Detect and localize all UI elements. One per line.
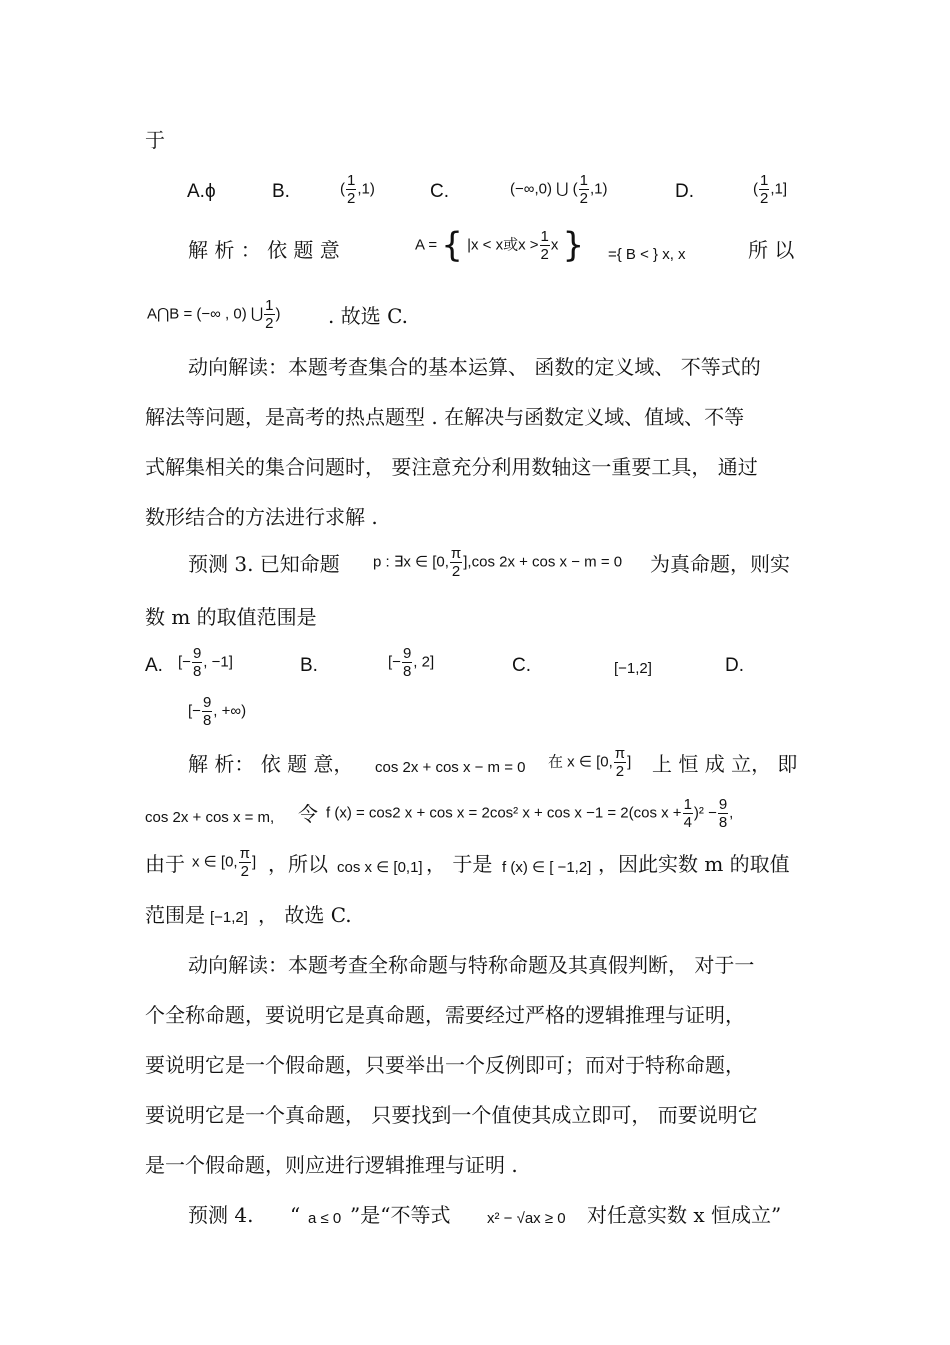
q2-set-b: ={ B < } x, x (608, 246, 686, 263)
q2-tail-text: 于 (145, 128, 165, 152)
q2-option-d-label: D. (675, 181, 694, 202)
fraction-pi-over-two: $\frac{\pi}{2}$ (239, 845, 250, 880)
q2-option-c-label: C. (430, 181, 449, 202)
q3-intro-tail: 为真命题，则实 (650, 552, 790, 576)
q3-sol3-domain: x ∈ [0, $\frac{\pi}{2}$ ] (192, 845, 257, 880)
fraction-pi-over-two: $\frac{\pi}{2}$ (614, 745, 626, 780)
d-post: ,1] (770, 180, 788, 198)
left-brace-icon: { (441, 225, 463, 266)
q3-sol3-a: 由于 (145, 852, 185, 876)
q2-option-b-label: B. (272, 181, 290, 202)
q3-commentary-line: 要说明它是一个假命题，只要举出一个反例即可；而对于特称命题， (145, 1053, 745, 1077)
fraction-nine-eighths: $\frac{9}{8}$ (192, 645, 202, 680)
q3-option-a-label: A. (145, 655, 163, 676)
q4-tail: 对任意实数 x 恒成立” (587, 1203, 782, 1227)
q3-commentary-line: 是一个假命题，则应进行逻辑推理与证明 . (145, 1153, 518, 1177)
q2-set-a: A = { |x < x或x > $\frac{1}{2}$ x } (415, 225, 585, 266)
q3-sol4-c: ， 故选 C. (258, 903, 352, 927)
fraction-one-half: $\frac{1}{2}$ (347, 172, 356, 207)
q4-quote-open: “ (290, 1203, 301, 1227)
q4-condition: a ≤ 0 (308, 1210, 342, 1227)
q2-option-a (187, 180, 216, 204)
q3-sol3-h: ，因此实数 m 的取值 (598, 852, 790, 876)
q3-solution-f: f (x) = cos2 x + cos x = 2cos² x + cos x −1 = 2(cos x + $\frac{1}{4}$ )² − $\frac{9}{8}$ , (326, 796, 734, 831)
b-pre: ( (340, 180, 345, 198)
option-a-value: ϕ (204, 181, 216, 202)
q2-option-d-value (753, 172, 787, 207)
c-post: ,1) (589, 180, 608, 198)
fraction-pi-over-two: $\frac{\pi}{2}$ (450, 545, 462, 580)
c-pre: (−∞,0) ⋃ ( (510, 180, 578, 198)
fraction-one-fourth: $\frac{1}{4}$ (683, 796, 692, 831)
q4-intro: 预测 4. (188, 1203, 254, 1227)
q3-sol4-a: 范围是 (145, 903, 205, 927)
q3-line2: 数 m 的取值范围是 (145, 605, 317, 629)
q2-solution-label: 解 析 ： 依 题 意 (188, 238, 340, 262)
q3-sol3-range: f (x) ∈ [ −1,2] (502, 859, 592, 876)
q3-option-b-label: B. (300, 655, 318, 676)
fraction-nine-eighths: $\frac{9}{8}$ (402, 645, 412, 680)
q2-commentary-line: 数形结合的方法进行求解 . (145, 505, 378, 529)
q2-option-b-value (340, 172, 375, 207)
q3-sol3-f: ， 于是 (426, 852, 493, 876)
d-pre: ( (753, 180, 758, 198)
q3-solution-ling: 令 (298, 802, 318, 826)
q3-solution-domain: 在 x ∈ [0, $\frac{\pi}{2}$ ] (548, 745, 632, 780)
q3-option-d-label: D. (725, 655, 744, 676)
q3-sol3-d: ，所以 (268, 852, 328, 876)
fraction-one-half: $\frac{1}{2}$ (760, 172, 769, 207)
fraction-nine-eighths: $\frac{9}{8}$ (202, 694, 212, 729)
q3-sol4-range: [−1,2] (210, 909, 248, 926)
fraction-one-half: $\frac{1}{2}$ (265, 297, 274, 332)
q3-solution-label: 解 析： 依 题 意， (188, 752, 354, 776)
q3-option-b-value: [− $\frac{9}{8}$ , 2] (388, 645, 435, 680)
q3-commentary-line: 动向解读：本题考查全称命题与特称命题及其真假判断， 对于一 (188, 953, 755, 977)
q3-solution-eq2: cos 2x + cos x = m, (145, 809, 275, 826)
b-post: ,1) (357, 180, 375, 198)
q3-option-d-value: [− $\frac{9}{8}$ , +∞) (188, 694, 247, 729)
fraction-one-half: $\frac{1}{2}$ (540, 228, 549, 263)
q3-proposition: p : ∃x ∈ [0, $\frac{\pi}{2}$ ],cos 2x + cos x − m = 0 (373, 545, 623, 580)
q3-option-a-value: [− $\frac{9}{8}$ , −1] (178, 645, 233, 680)
q3-solution-tail: 上 恒 成 立， 即 (652, 752, 798, 776)
fraction-nine-eighths: $\frac{9}{8}$ (718, 796, 728, 831)
option-a-label: A. (187, 181, 205, 202)
q3-commentary-line: 个全称命题，要说明它是真命题，需要经过严格的逻辑推理与证明， (145, 1003, 745, 1027)
fraction-one-half: $\frac{1}{2}$ (579, 172, 588, 207)
q4-inequality: x² − √ax ≥ 0 (487, 1210, 566, 1227)
right-brace-icon: } (562, 225, 585, 266)
q3-intro: 预测 3. 已知命题 (188, 552, 340, 576)
q4-quote-close: ”是“不等式 (350, 1203, 451, 1227)
q2-intersection: A⋂B = (−∞ , 0) ⋃ $\frac{1}{2}$ ) (147, 297, 281, 332)
q3-sol3-cos-range: cos x ∈ [0,1] (337, 859, 423, 876)
q2-conclusion: . 故选 C. (328, 304, 409, 328)
q3-option-c-label: C. (512, 655, 531, 676)
q3-solution-eq: cos 2x + cos x − m = 0 (375, 759, 526, 776)
q2-commentary-line: 解法等问题，是高考的热点题型 . 在解决与函数定义域、值域、不等 (145, 405, 745, 429)
q3-option-c-value: [−1,2] (614, 660, 652, 677)
q2-commentary-line: 式解集相关的集合问题时， 要注意充分利用数轴这一重要工具， 通过 (145, 455, 758, 479)
q3-commentary-line: 要说明它是一个真命题， 只要找到一个值使其成立即可， 而要说明它 (145, 1103, 758, 1127)
q2-solution-tail: 所 以 (748, 238, 795, 262)
q2-option-c-value (510, 172, 607, 207)
q2-commentary-line: 动向解读：本题考查集合的基本运算、 函数的定义域、 不等式的 (188, 355, 761, 379)
